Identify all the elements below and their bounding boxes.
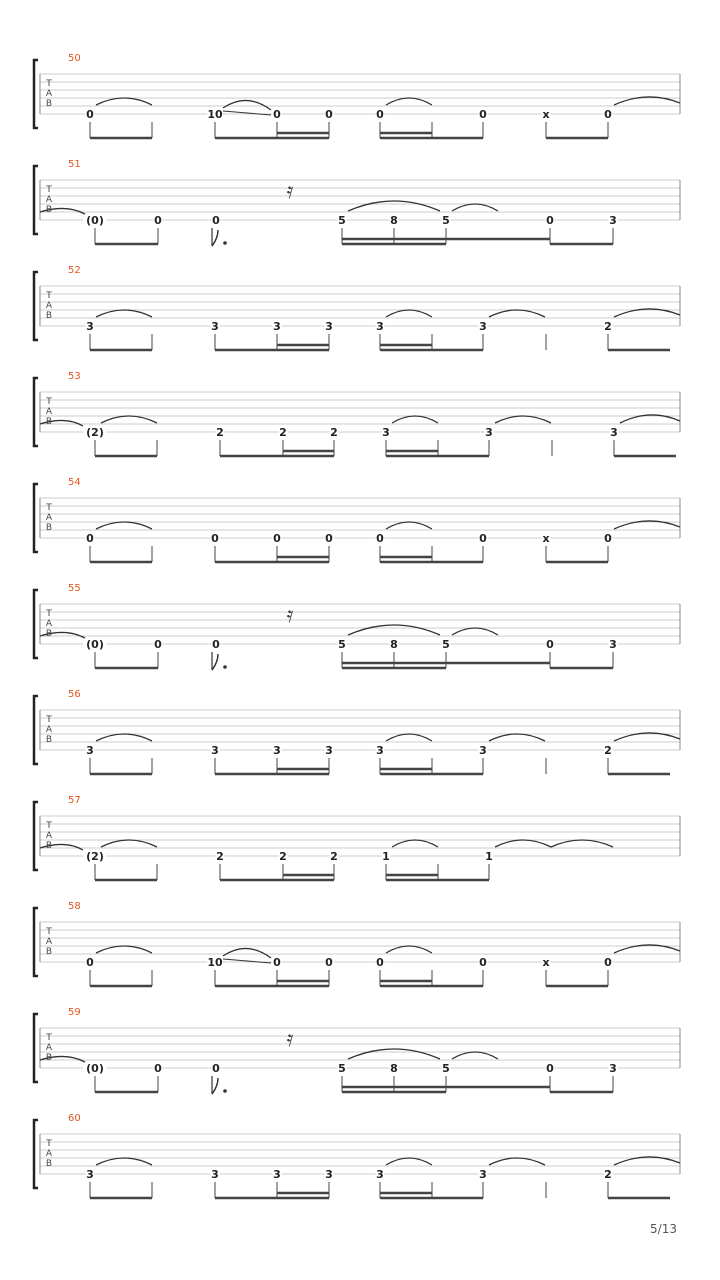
- tab-letter: B: [45, 1159, 53, 1169]
- tie-arc: [392, 840, 438, 847]
- note-flag: [212, 230, 218, 246]
- tab-letter: T: [46, 397, 52, 407]
- tie-arc: [96, 310, 152, 317]
- fret-number: 0: [604, 532, 612, 545]
- tab-letter: A: [45, 195, 53, 205]
- page-number: 5/13: [650, 1222, 677, 1236]
- fret-number: 0: [325, 108, 333, 121]
- fret-number: 3: [211, 320, 219, 333]
- tie-arc: [489, 734, 545, 741]
- measure-number: 60: [68, 1113, 81, 1124]
- fret-number: 3: [325, 1168, 333, 1181]
- tab-letter: B: [45, 629, 53, 639]
- measure-number: 56: [68, 689, 81, 700]
- tab-system-56: [34, 689, 680, 774]
- dot: [223, 665, 227, 669]
- fret-number: 0: [154, 638, 162, 651]
- tie-arc: [101, 416, 157, 423]
- tie-arc: [495, 416, 551, 423]
- fret-number: 0: [376, 956, 384, 969]
- fret-number: 1: [382, 850, 390, 863]
- tab-letter: B: [45, 947, 53, 957]
- fret-number: 5: [442, 214, 450, 227]
- fret-number: 2: [604, 744, 612, 757]
- tab-letter: T: [46, 503, 52, 513]
- tie-arc: [386, 946, 432, 953]
- tab-letter: T: [46, 609, 52, 619]
- tab-letter: B: [45, 99, 53, 109]
- fret-number: 3: [273, 1168, 281, 1181]
- tie-arc: [386, 1158, 432, 1165]
- fret-number: 0: [376, 532, 384, 545]
- tie-arc: [386, 734, 432, 741]
- tab-system-58: [34, 901, 680, 986]
- fret-number: 2: [216, 426, 224, 439]
- tie-arc: [96, 1158, 152, 1165]
- fret-number: 3: [273, 320, 281, 333]
- tab-letter: A: [45, 301, 53, 311]
- fret-number: 5: [442, 1062, 450, 1075]
- dot: [223, 1089, 227, 1093]
- fret-number: x: [542, 956, 550, 969]
- system-bracket: [34, 60, 38, 128]
- fret-number: 5: [442, 638, 450, 651]
- fret-number: 3: [609, 638, 617, 651]
- fret-number: 2: [279, 426, 287, 439]
- measure-number: 53: [68, 371, 81, 382]
- tab-letter: B: [45, 417, 53, 427]
- fret-number: 1: [485, 850, 493, 863]
- fret-number: (0): [86, 638, 104, 651]
- tie-arc: [386, 310, 432, 317]
- system-bracket: [34, 696, 38, 764]
- fret-number: 3: [325, 320, 333, 333]
- fret-number: 5: [338, 214, 346, 227]
- fret-number: 0: [211, 532, 219, 545]
- fret-number: 0: [154, 1062, 162, 1075]
- tab-letter: A: [45, 513, 53, 523]
- fret-number: x: [542, 532, 550, 545]
- fret-number: 0: [86, 532, 94, 545]
- dot: [223, 241, 227, 245]
- tab-letter: A: [45, 407, 53, 417]
- fret-number: 3: [479, 1168, 487, 1181]
- tie-arc: [223, 100, 271, 110]
- fret-number: 0: [479, 532, 487, 545]
- tie-arc: [101, 840, 157, 847]
- tab-letter: T: [46, 79, 52, 89]
- fret-number: (2): [86, 426, 104, 439]
- tie-arc: [386, 98, 432, 105]
- tab-letter: A: [45, 619, 53, 629]
- tab-system-55: [34, 583, 680, 670]
- fret-number: 0: [273, 956, 281, 969]
- fret-number: 3: [211, 744, 219, 757]
- sixteenth-rest-icon: 𝄿: [286, 603, 294, 628]
- slide-line: [223, 959, 271, 963]
- fret-number: 3: [479, 320, 487, 333]
- fret-number: 3: [376, 320, 384, 333]
- tab-letter: B: [45, 735, 53, 745]
- tab-system-53: [34, 371, 680, 456]
- sixteenth-rest-icon: 𝄿: [286, 1027, 294, 1052]
- tab-letter: T: [46, 185, 52, 195]
- tab-system-52: [34, 265, 680, 350]
- tab-letter: T: [46, 715, 52, 725]
- fret-number: 3: [86, 1168, 94, 1181]
- tab-system-54: [34, 477, 680, 562]
- fret-number: 3: [325, 744, 333, 757]
- tab-system-51: [34, 159, 680, 246]
- fret-number: 0: [604, 108, 612, 121]
- fret-number: 3: [211, 1168, 219, 1181]
- fret-number: 0: [273, 108, 281, 121]
- tab-system-59: [34, 1007, 680, 1094]
- fret-number: 0: [376, 108, 384, 121]
- tie-arc: [489, 310, 545, 317]
- fret-number: 3: [86, 744, 94, 757]
- tie-arc: [392, 416, 438, 423]
- measure-number: 50: [68, 53, 81, 64]
- tab-letter: A: [45, 1043, 53, 1053]
- fret-number: 3: [609, 1062, 617, 1075]
- tab-letter: T: [46, 291, 52, 301]
- tab-system-60: [34, 1113, 680, 1198]
- fret-number: 5: [338, 638, 346, 651]
- measure-number: 55: [68, 583, 81, 594]
- fret-number: 3: [485, 426, 493, 439]
- fret-number: 0: [479, 956, 487, 969]
- fret-number: 0: [604, 956, 612, 969]
- tab-letter: A: [45, 831, 53, 841]
- system-bracket: [34, 272, 38, 340]
- tie-arc: [495, 840, 551, 847]
- fret-number: 0: [546, 1062, 554, 1075]
- fret-number: 3: [610, 426, 618, 439]
- tab-letter: A: [45, 1149, 53, 1159]
- fret-number: (2): [86, 850, 104, 863]
- fret-number: 0: [546, 214, 554, 227]
- tab-system-50: [34, 53, 680, 138]
- fret-number: 8: [390, 638, 398, 651]
- measure-number: 52: [68, 265, 81, 276]
- fret-number: 2: [279, 850, 287, 863]
- fret-number: 3: [273, 744, 281, 757]
- fret-number: 3: [376, 1168, 384, 1181]
- note-flag: [212, 1078, 218, 1094]
- system-bracket: [34, 484, 38, 552]
- fret-number: 2: [216, 850, 224, 863]
- fret-number: 5: [338, 1062, 346, 1075]
- measure-number: 51: [68, 159, 81, 170]
- fret-number: 2: [330, 850, 338, 863]
- tab-letter: B: [45, 311, 53, 321]
- tie-arc: [452, 628, 498, 635]
- fret-number: 0: [479, 108, 487, 121]
- tab-letter: B: [45, 523, 53, 533]
- system-bracket: [34, 802, 38, 870]
- fret-number: 2: [330, 426, 338, 439]
- fret-number: 0: [212, 1062, 220, 1075]
- tie-arc: [96, 946, 152, 953]
- fret-number: 3: [86, 320, 94, 333]
- tab-letter: A: [45, 89, 53, 99]
- tie-arc: [223, 948, 271, 958]
- tab-letter: T: [46, 1139, 52, 1149]
- fret-number: 0: [273, 532, 281, 545]
- fret-number: 8: [390, 214, 398, 227]
- tie-arc: [96, 734, 152, 741]
- tab-letter: T: [46, 927, 52, 937]
- tab-system-57: [34, 795, 680, 880]
- fret-number: 0: [86, 956, 94, 969]
- fret-number: 3: [609, 214, 617, 227]
- fret-number: 2: [604, 320, 612, 333]
- fret-number: 10: [207, 956, 223, 969]
- tab-letter: B: [45, 1053, 53, 1063]
- measure-number: 57: [68, 795, 81, 806]
- fret-number: 0: [212, 638, 220, 651]
- system-bracket: [34, 1120, 38, 1188]
- tie-arc: [348, 1049, 440, 1059]
- system-bracket: [34, 166, 38, 234]
- fret-number: (0): [86, 214, 104, 227]
- fret-number: 0: [212, 214, 220, 227]
- fret-number: 3: [376, 744, 384, 757]
- fret-number: 8: [390, 1062, 398, 1075]
- tie-arc: [348, 625, 440, 635]
- system-bracket: [34, 908, 38, 976]
- fret-number: 0: [546, 638, 554, 651]
- measure-number: 54: [68, 477, 81, 488]
- tie-arc: [452, 1052, 498, 1059]
- tab-letter: T: [46, 821, 52, 831]
- measure-number: 59: [68, 1007, 81, 1018]
- system-bracket: [34, 590, 38, 658]
- fret-number: 0: [154, 214, 162, 227]
- tab-letter: B: [45, 205, 53, 215]
- system-bracket: [34, 1014, 38, 1082]
- tie-arc: [452, 204, 498, 211]
- fret-number: 3: [479, 744, 487, 757]
- fret-number: 10: [207, 108, 223, 121]
- tie-arc: [348, 201, 440, 211]
- tie-arc: [489, 1158, 545, 1165]
- tab-letter: A: [45, 937, 53, 947]
- note-flag: [212, 654, 218, 670]
- measure-number: 58: [68, 901, 81, 912]
- fret-number: x: [542, 108, 550, 121]
- fret-number: 0: [325, 956, 333, 969]
- tab-letter: A: [45, 725, 53, 735]
- sixteenth-rest-icon: 𝄿: [286, 179, 294, 204]
- tie-arc: [386, 522, 432, 529]
- fret-number: (0): [86, 1062, 104, 1075]
- tie-arc: [96, 522, 152, 529]
- tie-arc: [96, 98, 152, 105]
- fret-number: 3: [382, 426, 390, 439]
- fret-number: 0: [325, 532, 333, 545]
- tie-arc: [551, 840, 613, 847]
- system-bracket: [34, 378, 38, 446]
- fret-number: 2: [604, 1168, 612, 1181]
- tab-letter: T: [46, 1033, 52, 1043]
- tab-letter: B: [45, 841, 53, 851]
- fret-number: 0: [86, 108, 94, 121]
